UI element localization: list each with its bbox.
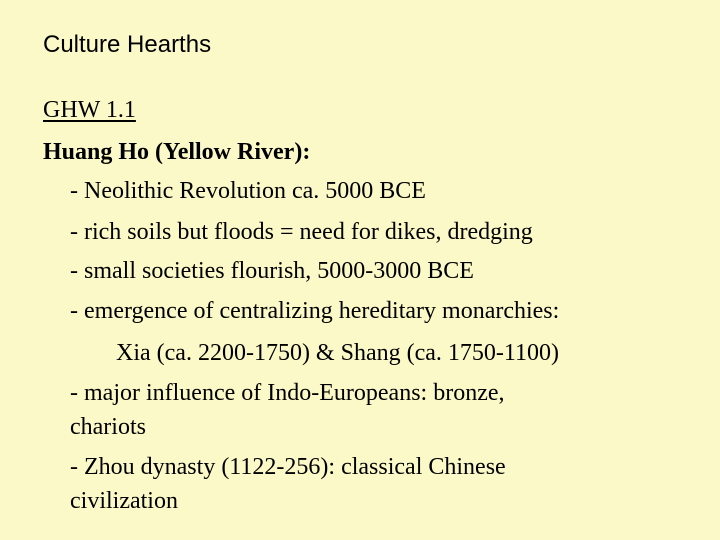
sub-line: Xia (ca. 2200-1750) & Shang (ca. 1750-1100): [116, 340, 559, 366]
bullet-line: - small societies flourish, 5000-3000 BCE: [70, 258, 474, 284]
bullet-line: - rich soils but floods = need for dikes, dredging: [70, 219, 533, 245]
bullet-line: - emergence of centralizing hereditary monarchies:: [70, 298, 560, 324]
bullet-line: - Zhou dynasty (1122-256): classical Chinese: [70, 454, 506, 480]
bullet-continuation: civilization: [70, 488, 178, 514]
standard-code: GHW 1.1: [43, 97, 136, 123]
bullet-continuation: chariots: [70, 414, 146, 440]
bullet-line: - Neolithic Revolution ca. 5000 BCE: [70, 178, 426, 204]
bullet-line: - major influence of Indo-Europeans: bronze,: [70, 380, 505, 406]
slide-title: Culture Hearths: [43, 31, 212, 58]
section-heading: Huang Ho (Yellow River):: [43, 139, 311, 165]
